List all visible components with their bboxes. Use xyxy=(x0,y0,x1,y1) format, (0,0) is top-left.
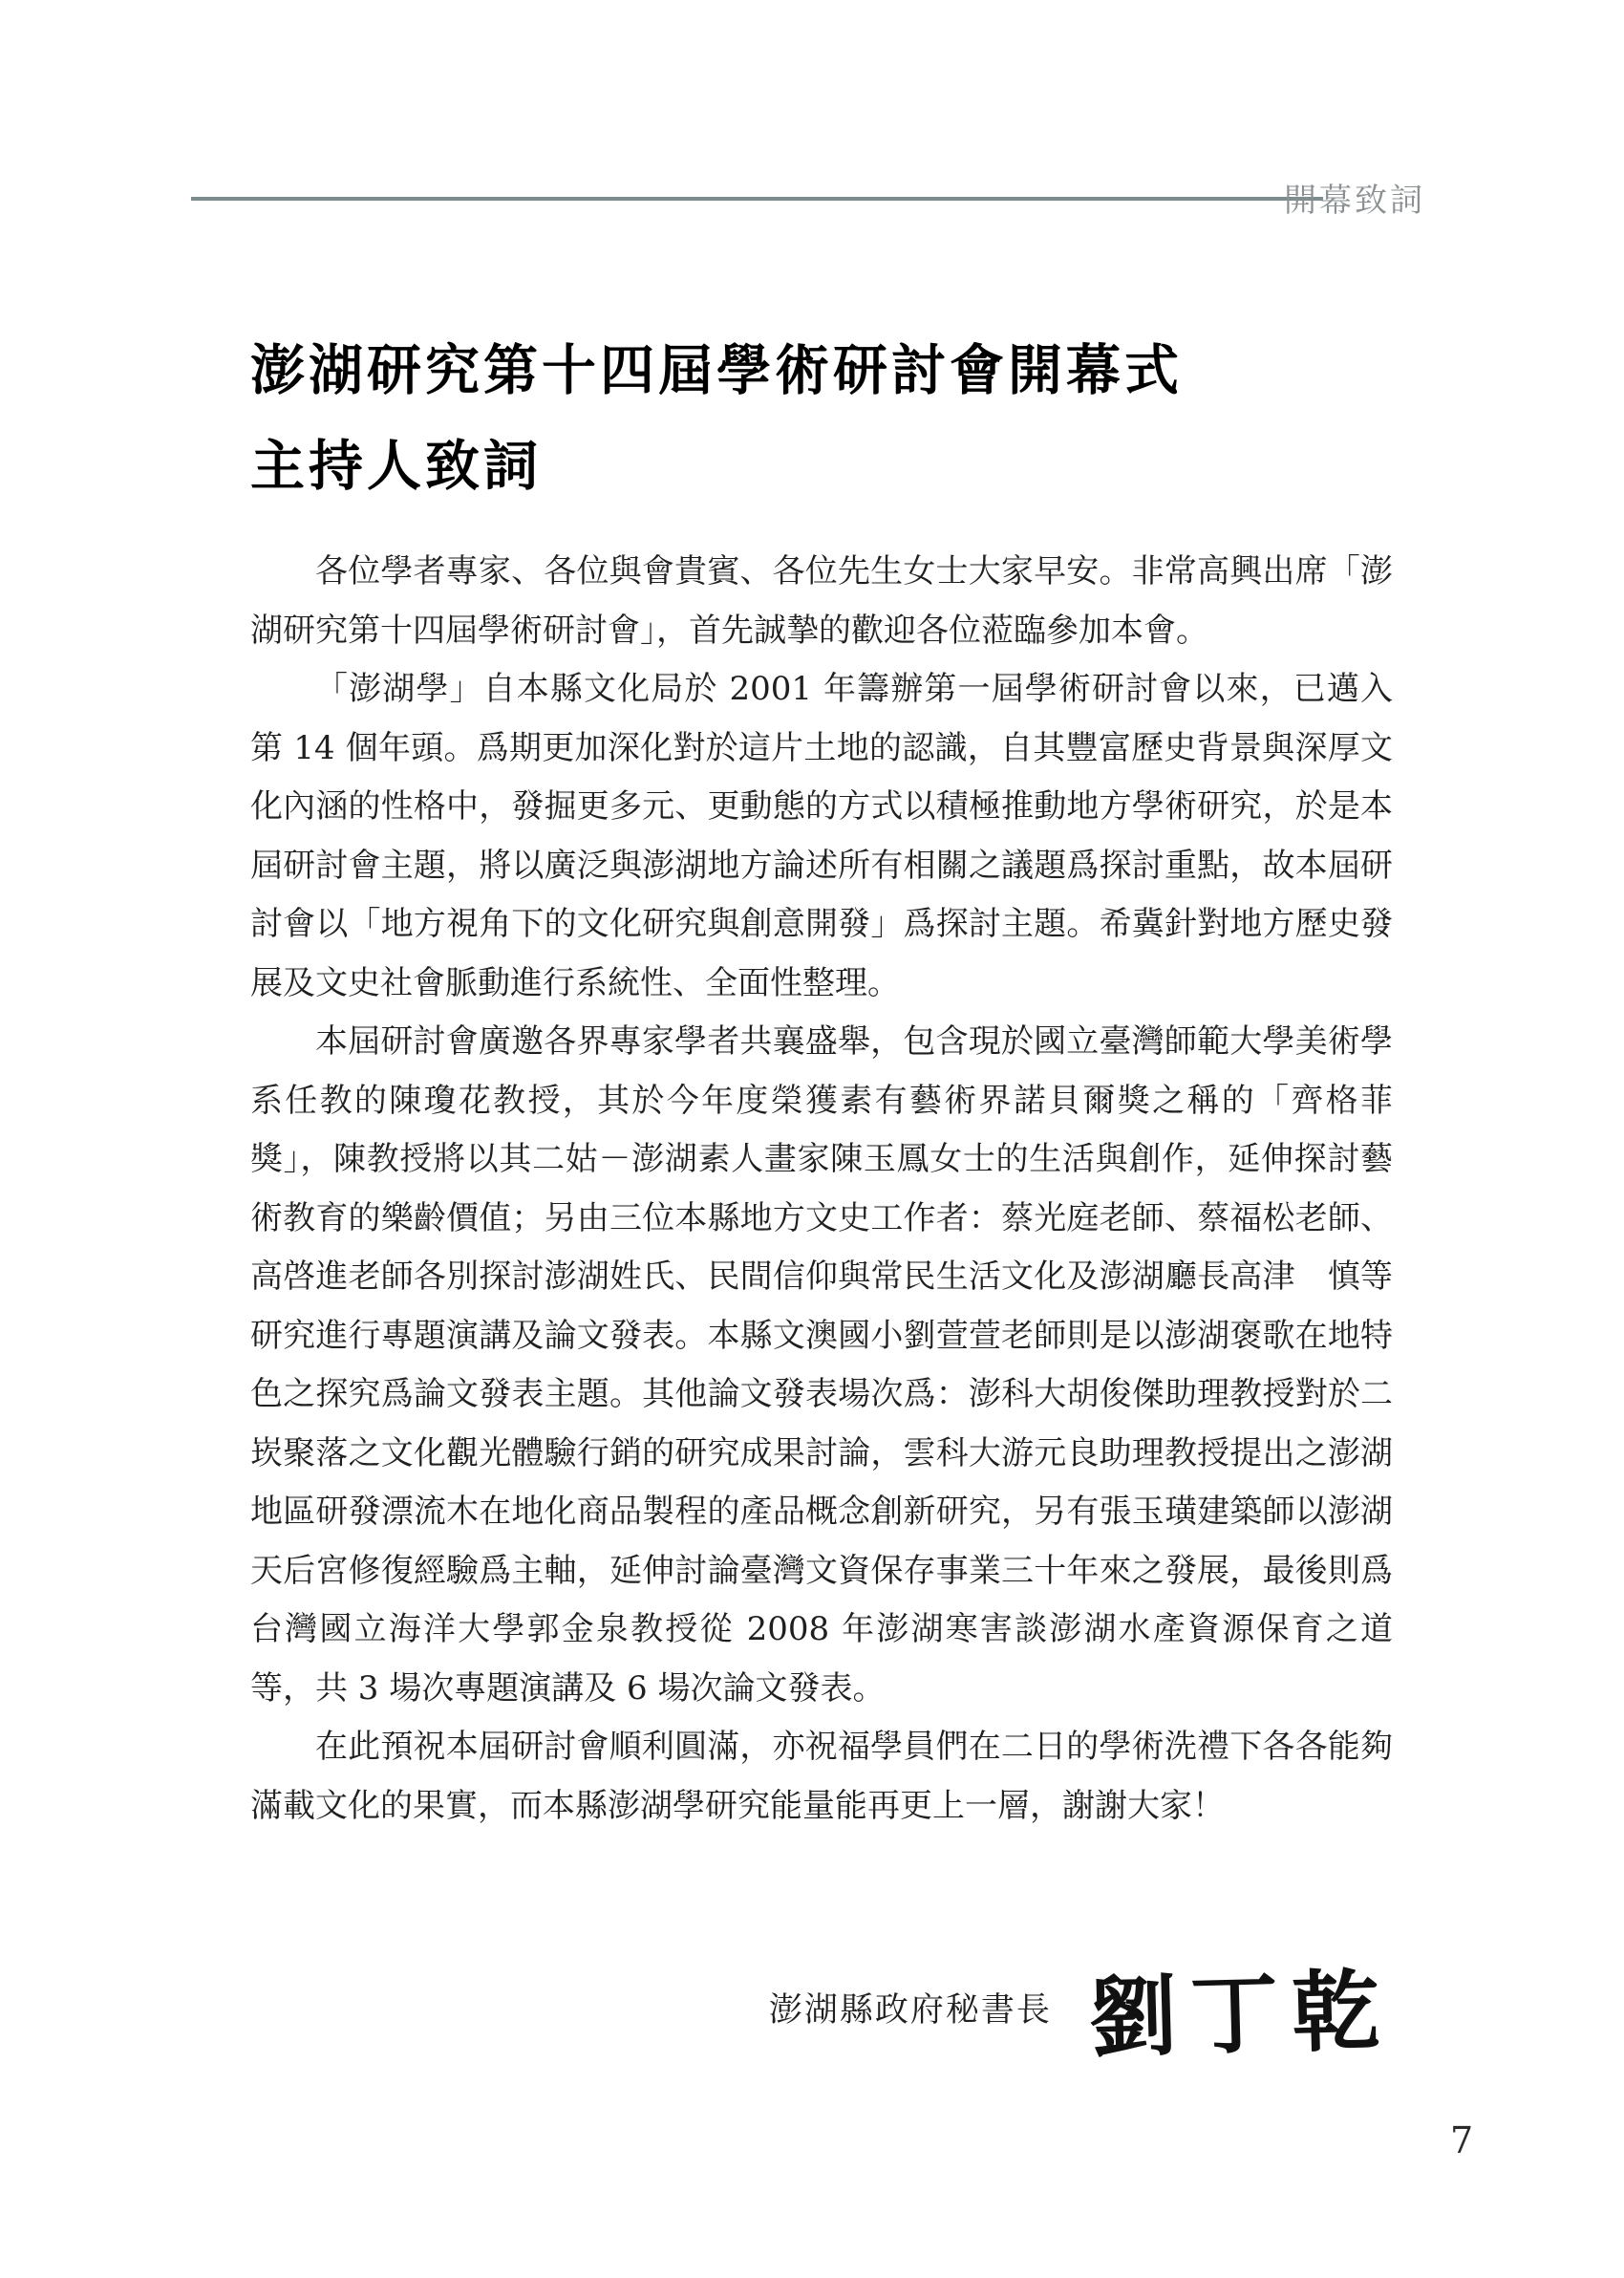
signature-handwritten-name: 劉丁乾 xyxy=(1087,1959,1395,2071)
running-header xyxy=(191,174,1433,220)
page-number: 7 xyxy=(1450,2119,1474,2161)
paragraph-closing: 在此預祝本屆研討會順利圓滿，亦祝福學員們在二日的學術洗禮下各各能夠滿載文化的果實，而本縣澎湖學研究能量能再更上一層，謝謝大家！ xyxy=(250,1728,1393,1825)
title-line-1: 澎湖研究第十四屆學術研討會開幕式 xyxy=(250,338,1183,402)
header-rule xyxy=(191,197,1323,201)
signature-role: 澎湖縣政府秘書長 xyxy=(768,1991,1052,2030)
header-section-label: 開幕致詞 xyxy=(1284,182,1425,220)
signature-block xyxy=(250,1945,1393,2071)
paragraph-greeting: 各位學者專家、各位與會貴賓、各位先生女士大家早安。非常高興出席「澎湖研究第十四屆學術研討會」，首先誠摯的歡迎各位蒞臨參加本會。 xyxy=(250,552,1393,650)
paragraph-speakers: 本屆研討會廣邀各界專家學者共襄盛舉，包含現於國立臺灣師範大學美術學系任教的陳瓊花教授，其於今年度榮獲素有藝術界諾貝爾獎之稱的「齊格菲獎」，陳教授將以其二姑－澎湖素人畫家陳玉鳳女士的生活與創作，延伸探討藝術教育的樂齡價值；另由三位本縣地方文史工作者：蔡光庭老師、蔡福松老師、高啓進老師各別探討澎湖姓氏、民間信仰與常民生活文化及澎湖廳長高津 慎等研究進行專題演講及論文發表。本縣文澳國小劉萱萱老師則是以澎湖褒歌在地特色之探究爲論文發表主題。其他論文發表場次爲：澎科大胡俊傑助理教授對於二崁聚落之文化觀光體驗行銷的研究成果討論，雲科大游元良助理教授提出之澎湖地區研發漂流木在地化商品製程的產品概念創新研究，另有張玉璜建築師以澎湖天后宮修復經驗爲主軸，延伸討論臺灣文資保存事業三十年來之發展，最後則爲台灣國立海洋大學郭金泉教授從 2008 年澎湖寒害談澎湖水產資源保育之道等，共 3 場次專題演講及 6 場次論文發表。 xyxy=(250,1022,1393,1708)
document-title xyxy=(250,323,1397,514)
title-line-2: 主持人致詞 xyxy=(250,434,542,498)
body-text xyxy=(250,543,1393,1836)
paragraph-theme: 「澎湖學」自本縣文化局於 2001 年籌辦第一屆學術研討會以來，已邁入第 14 個年頭。爲期更加深化對於這片土地的認識，自其豐富歷史背景與深厚文化內涵的性格中，發掘更多元、更動態的方式以積極推動地方學術研究，於是本屆研討會主題，將以廣泛與澎湖地方論述所有相關之議題爲探討重點，故本屆研討會以「地方視角下的文化研究與創意開發」爲探討主題。希冀針對地方歷史發展及文史社會脈動進行系統性、全面性整理。 xyxy=(250,670,1393,1002)
